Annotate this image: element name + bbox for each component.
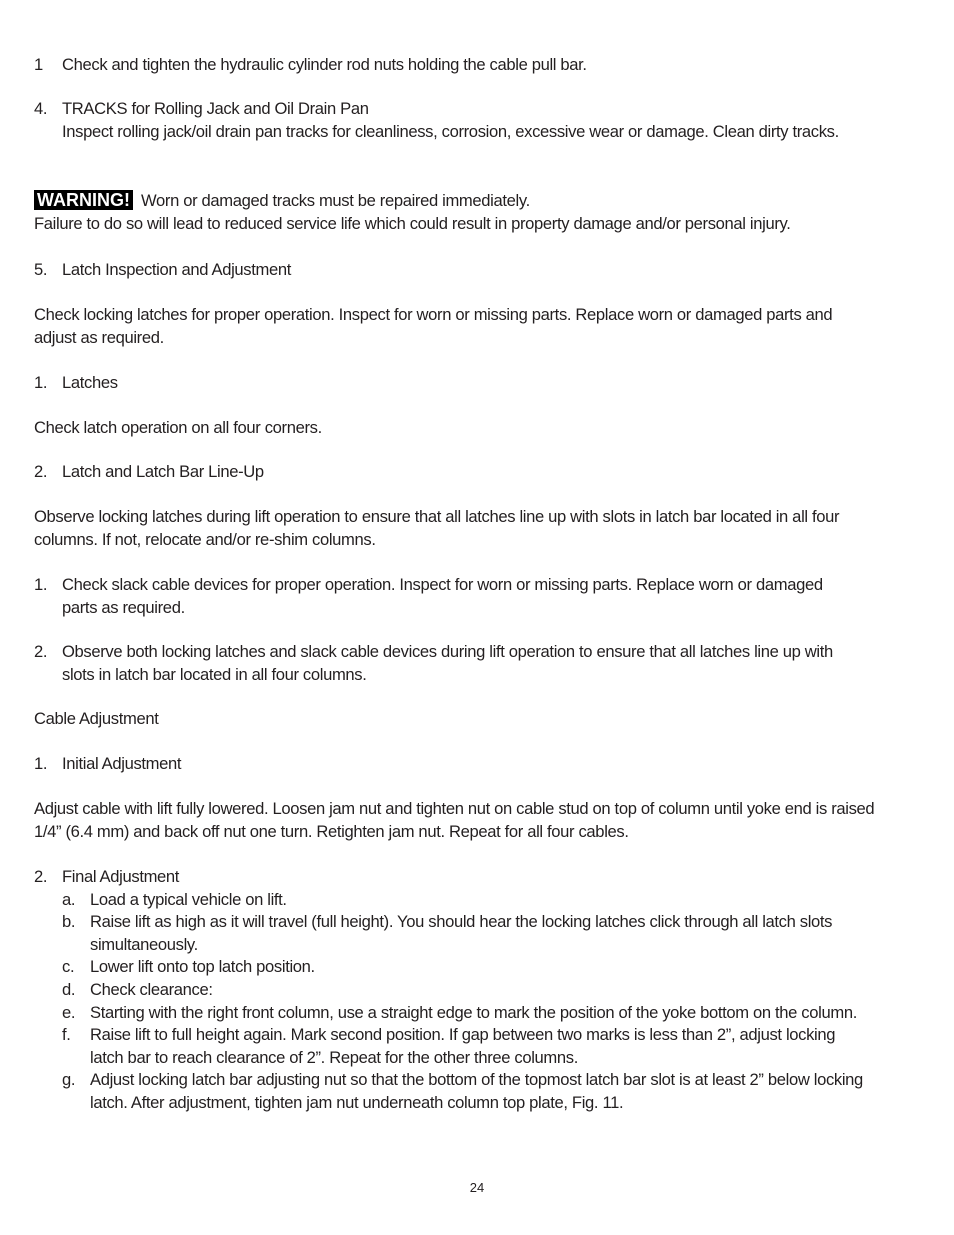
latch-intro-paragraph: Check locking latches for proper operation. Inspect for worn or missing parts. Replace worn or damaged parts and adjust as required. xyxy=(34,305,833,347)
cylinder-rod-item xyxy=(34,54,942,77)
final-step-a xyxy=(34,889,880,912)
step-text: Raise lift as high as it will travel (full height). You should hear the locking latches click through all latch slots simultaneously. xyxy=(90,912,833,954)
initial-adjustment-paragraph: Adjust cable with lift fully lowered. Loosen jam nut and tighten nut on cable stud on top of column until yoke end is raised 1/4” (6.4 mm) and back off nut one turn. Retighten jam nut. Repeat for all four cables. xyxy=(34,799,875,841)
item-number: 2. xyxy=(34,642,48,661)
latches-paragraph: Check latch operation on all four corners. xyxy=(34,418,322,437)
section-number: 4. xyxy=(34,99,48,118)
step-letter: g. xyxy=(62,1070,76,1090)
warning-block xyxy=(34,190,914,235)
slack-cable-item-2 xyxy=(34,641,852,686)
final-step-e xyxy=(34,1002,860,1025)
lineup-heading xyxy=(34,461,942,484)
slack-cable-item-1 xyxy=(34,574,852,619)
item-number: 2. xyxy=(34,867,48,886)
lineup-paragraph: Observe locking latches during lift operation to ensure that all latches line up with slots in latch bar located in all four columns. If not, relocate and/or re-shim columns. xyxy=(34,507,840,549)
final-adjustment-section xyxy=(34,866,914,1115)
step-letter: c. xyxy=(62,957,75,977)
latches-heading xyxy=(34,372,942,395)
section-text: Inspect rolling jack/oil drain pan tracks for cleanliness, corrosion, excessive wear or damage. Clean dirty tracks. xyxy=(62,121,839,141)
final-step-c xyxy=(34,956,880,979)
section-title: Latch Inspection and Adjustment xyxy=(62,260,291,279)
item-number: 1. xyxy=(34,373,48,392)
item-number: 2. xyxy=(34,462,48,481)
item-title: Latches xyxy=(62,373,118,392)
item-title: Latch and Latch Bar Line-Up xyxy=(62,462,264,481)
section-title: TRACKS for Rolling Jack and Oil Drain Pan xyxy=(62,99,369,118)
item-text: Check slack cable devices for proper operation. Inspect for worn or missing parts. Replace worn or damaged parts as required. xyxy=(62,575,823,617)
step-letter: a. xyxy=(62,889,76,909)
final-step-b xyxy=(34,911,860,956)
item-title: Final Adjustment xyxy=(62,867,180,886)
tracks-section xyxy=(34,98,942,143)
item-number: 1 xyxy=(34,55,43,74)
final-step-f xyxy=(34,1024,850,1069)
step-text: Lower lift onto top latch position. xyxy=(90,957,315,977)
warning-line-2: Failure to do so will lead to reduced service life which could result in property damage and/or personal injury. xyxy=(34,213,791,233)
item-number: 1. xyxy=(34,754,48,773)
page-number: 24 xyxy=(469,1180,485,1195)
final-step-d xyxy=(34,979,880,1002)
step-text: Starting with the right front column, use a straight edge to mark the position of the yoke bottom on the column. xyxy=(90,1002,857,1022)
step-letter: d. xyxy=(62,979,76,999)
step-text: Adjust locking latch bar adjusting nut so that the bottom of the topmost latch bar slot is at least 2” below locking latch. After adjustment, tighten jam nut underneath column top plate, Fig. 11. xyxy=(90,1070,863,1112)
warning-badge: WARNING! xyxy=(34,190,133,210)
step-text: Check clearance: xyxy=(90,979,213,999)
final-step-g xyxy=(34,1069,880,1114)
cable-adjustment-heading: Cable Adjustment xyxy=(34,709,159,728)
step-letter: e. xyxy=(62,1002,76,1022)
item-number: 1. xyxy=(34,575,48,594)
warning-line-1: Worn or damaged tracks must be repaired immediately. xyxy=(141,191,530,210)
initial-adjustment-heading xyxy=(34,753,942,776)
item-title: Initial Adjustment xyxy=(62,754,182,773)
section-number: 5. xyxy=(34,260,48,279)
step-text: Raise lift to full height again. Mark second position. If gap between two marks is less than 2”, adjust locking latch bar to reach clearance of 2”. Repeat for the other three columns. xyxy=(90,1025,836,1067)
step-text: Load a typical vehicle on lift. xyxy=(90,889,287,909)
item-text: Observe both locking latches and slack cable devices during lift operation to ensure that all latches line up with slots in latch bar located in all four columns. xyxy=(62,642,833,684)
step-letter: f. xyxy=(62,1025,71,1045)
step-letter: b. xyxy=(62,912,76,932)
item-text: Check and tighten the hydraulic cylinder rod nuts holding the cable pull bar. xyxy=(62,55,587,74)
latch-inspection-heading xyxy=(34,259,942,282)
